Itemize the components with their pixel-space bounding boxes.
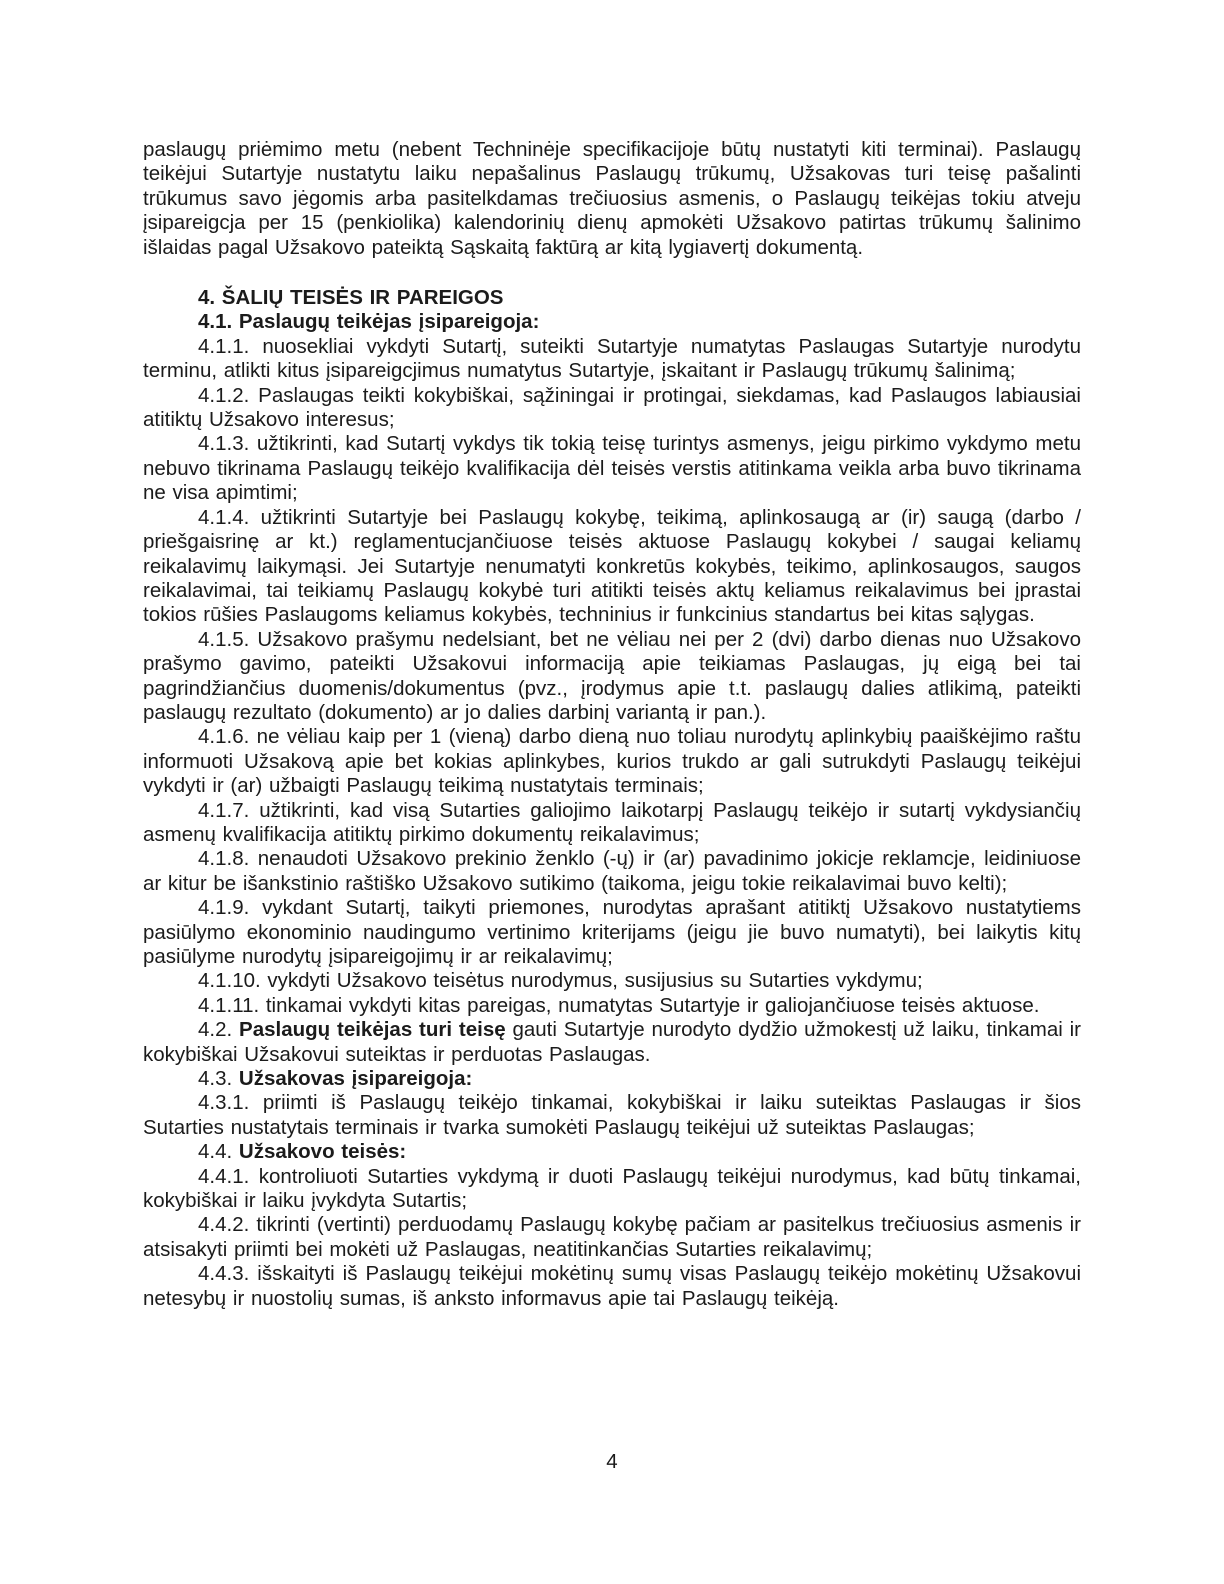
text-segment: 4.4.3. išskaityti iš Paslaugų teikėjui mokėtinų sumų visas Paslaugų teikėjo mokėtinų Užsakovui netesybų ir nuostolių sumas, iš anksto informavus apie tai Paslaugų teikėją. (143, 1262, 1081, 1310)
text-segment: 4.1.9. vykdant Sutartį, taikyti priemones, nurodytas aprašant atitiktį Užsakovo nustatytiems pasiūlymo ekonominio naudingumo vertinimo kriterijams (jeigu jie buvo numatyti), bei laikytis kitų pasiūlyme nurodytų įsipareigojimų ir ar reikalavimų; (143, 896, 1081, 968)
paragraph (143, 1165, 1081, 1214)
text-segment: 4.1. Paslaugų teikėjas įsipareigoja: (198, 310, 540, 334)
text-segment: 4.1.6. ne vėliau kaip per 1 (vieną) darbo dieną nuo toliau nurodytų aplinkybių paaiškėjimo raštu informuoti Užsakovą apie bet kokias aplinkybes, kurios trukdo ar gali sutrukdyti Paslaugų teikėjui vykdyti ir (ar) užbaigti Paslaugų teikimą nustatytais terminais; (143, 725, 1081, 798)
text-segment: 4.3.1. priimti iš Paslaugų teikėjo tinkamai, kokybiškai ir laiku suteiktas Paslaugas ir šios Sutarties nustatytais terminais ir tvarka sumokėti Paslaugų teikėjui už suteiktas Paslaugas; (143, 1091, 1081, 1139)
paragraph (143, 335, 1081, 384)
page-number: 4 (606, 1450, 618, 1473)
text-segment: 4.1.11. tinkamai vykdyti kitas pareigas, numatytas Sutartyje ir galiojančiuose teisės aktuose. (198, 993, 1040, 1017)
text-segment: 4.1.3. užtikrinti, kad Sutartį vykdys tik tokią teisę turintys asmenys, jeigu pirkimo vykdymo metu nebuvo tikrinama Paslaugų teikėjo kvalifikacija dėl teisės verstis atitinkama veikla arba buvo tikrinama ne visa apimtimi; (143, 432, 1081, 505)
text-segment: Užsakovo teisės: (238, 1140, 407, 1164)
document-body (143, 138, 1081, 1311)
paragraph (143, 799, 1081, 848)
text-segment: 4.4. (198, 1140, 239, 1164)
paragraph (143, 138, 1081, 260)
paragraph (143, 896, 1081, 969)
paragraph (143, 1140, 1081, 1164)
text-segment: Užsakovas įsipareigoja: (238, 1067, 473, 1091)
paragraph (143, 1018, 1081, 1067)
paragraph (143, 1262, 1081, 1311)
text-segment: 4.1.10. vykdyti Užsakovo teisėtus nurodymus, susijusius su Sutarties vykdymu; (198, 969, 923, 993)
text-segment: 4.2. (198, 1018, 240, 1042)
section-heading (143, 310, 1081, 334)
paragraph (143, 432, 1081, 505)
text-segment: 4.1.7. užtikrinti, kad visą Sutarties galiojimo laikotarpį Paslaugų teikėjo ir sutartį vykdysiančių asmenų kvalifikacija atitiktų pirkimo dokumentų reikalavimus; (143, 798, 1081, 846)
paragraph (143, 994, 1081, 1018)
text-segment: 4.1.4. užtikrinti Sutartyje bei Paslaugų kokybę, teikimą, aplinkosaugą ar (ir) saugą (darbo / priešgaisrinę ar kt.) reglamentucjančiuose teisės aktuose Paslaugų kokybei / saugai keliamų reikalavimų laikymąsi. Jei Sutartyje nenumatyti konkretūs kokybės, teikimo, aplinkosaugos, saugos reikalavimai, tai teikiamų Paslaugų kokybė turi atitikti teisės aktų keliamus reikalavimus bei įprastai tokios rūšies Paslaugoms keliamus kokybės, techninius ir funkcinius standartus bei kitas sąlygas. (143, 505, 1081, 627)
text-segment: 4.1.2. Paslaugas teikti kokybiškai, sąžiningai ir protingai, siekdamas, kad Paslaugos labiausiai atitiktų Užsakovo interesus; (143, 383, 1081, 432)
text-segment: 4.1.1. nuosekliai vykdyti Sutartį, suteikti Sutartyje numatytas Paslaugas Sutartyje nurodytu terminu, atlikti kitus įsipareigcjimus numatytus Sutartyje, įskaitant ir Paslaugų trūkumų šalinimą; (143, 334, 1081, 383)
paragraph (143, 1067, 1081, 1091)
paragraph (143, 628, 1081, 726)
text-segment: gauti Sutartyje nurodyto dydžio užmokestį už laiku, tinkamai ir kokybiškai Užsakovui suteiktas ir perduotas Paslaugas. (143, 1018, 1082, 1066)
text-segment: 4.4.1. kontroliuoti Sutarties vykdymą ir duoti Paslaugų teikėjui nurodymus, kad būtų tinkamai, kokybiškai ir laiku įvykdyta Sutartis; (143, 1164, 1081, 1213)
text-segment: 4.1.8. nenaudoti Užsakovo prekinio ženklo (-ų) ir (ar) pavadinimo jokicje reklamcje, leidiniuose ar kitur be išankstinio raštiško Užsakovo sutikimo (taikoma, jeigu tokie reikalavimai buvo kelti); (143, 847, 1081, 895)
paragraph (143, 969, 1081, 993)
text-segment: 4. ŠALIŲ TEISĖS IR PAREIGOS (198, 286, 504, 310)
text-segment: 4.3. (198, 1067, 239, 1091)
paragraph (143, 1091, 1081, 1140)
section-heading (143, 286, 1081, 310)
text-segment: 4.4.2. tikrinti (vertinti) perduodamų Paslaugų kokybę pačiam ar pasitelkus trečiuosius asmenis ir atsisakyti priimti bei mokėti už Paslaugas, neatitinkančias Sutarties reikalavimų; (143, 1213, 1081, 1261)
paragraph (143, 847, 1081, 896)
text-segment: Paslaugų teikėjas turi teisę (239, 1018, 506, 1042)
text-segment: paslaugų priėmimo metu (nebent Techninėje specifikacijoje būtų nustatyti kiti terminai). Paslaugų teikėjui Sutartyje nustatytu laiku nepašalinus Paslaugų trūkumų, Užsakovas turi teisę pašalinti trūkumus savo jėgomis arba pasitelkdamas trečiuosius asmenis, o Paslaugų teikėjas tokiu atveju įsipareigcja per 15 (penkiolika) kalendorinių dienų apmokėti Užsakovo patirtas trūkumų šalinimo išlaidas pagal Užsakovo pateiktą Sąskaitą faktūrą ar kitą lygiavertį dokumentą. (143, 138, 1081, 259)
paragraph (143, 1213, 1081, 1262)
paragraph (143, 384, 1081, 433)
paragraph (143, 506, 1081, 628)
text-segment: 4.1.5. Užsakovo prašymu nedelsiant, bet ne vėliau nei per 2 (dvi) darbo dienas nuo Užsakovo prašymo gavimo, pateikti Užsakovui informaciją apie teikiamas Paslaugas, jų eigą bei tai pagrindžiančius duomenis/dokumentus (pvz., įrodymus apie t.t. paslaugų dalies atlikimą, pateikti paslaugų rezultato (dokumento) ar jo dalies darbinį variantą ir pan.). (143, 627, 1081, 724)
paragraph (143, 725, 1081, 798)
